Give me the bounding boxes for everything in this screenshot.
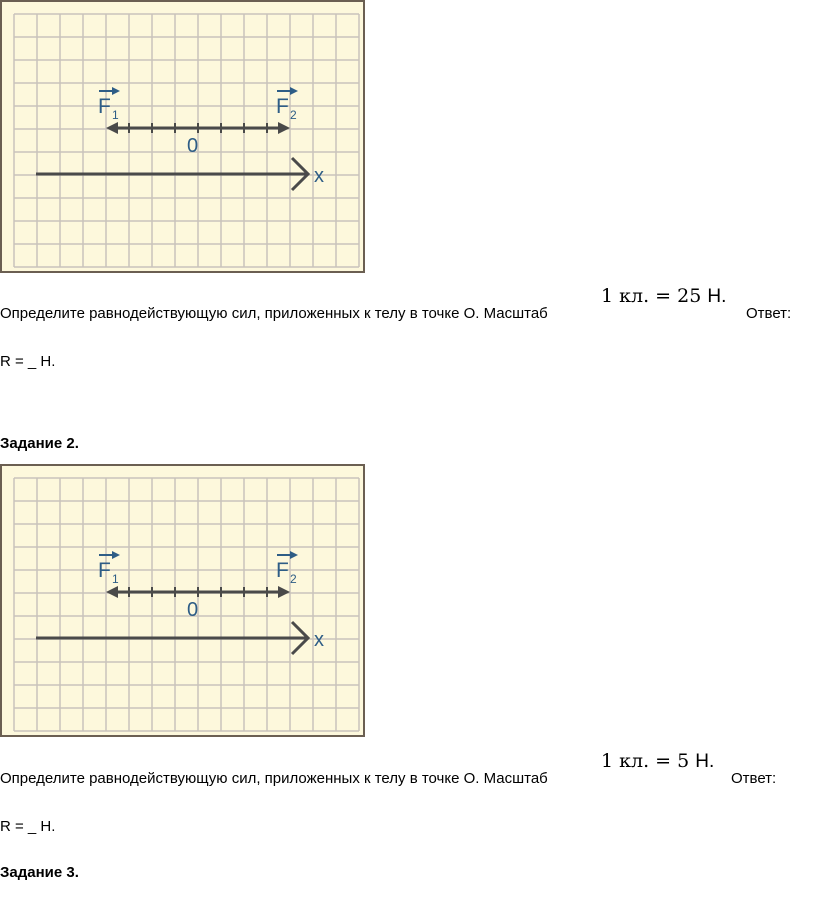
scale-1 [601,285,726,308]
f1-subscript: 1 [112,108,119,122]
question-2: Определите равнодействующую сил, приложенных к телу в точке О. Масштаб [0,770,548,787]
scale-2 [601,750,714,773]
f1-vector-arrow [112,87,120,95]
grid-svg-2 [2,466,367,739]
scale-2-unit: Н. [695,751,715,772]
f1-vector-arrow [112,551,120,559]
origin-label: 0 [187,135,199,157]
f1-label: F [98,95,111,118]
force-f1-arrowhead [106,122,118,134]
task-2-heading: Задание 2. [0,435,79,452]
f1-label: F [98,559,111,582]
f2-vector-arrow [290,551,298,559]
force-diagram-2 [0,464,365,737]
x-axis-label: x [314,629,324,651]
force-f1-arrowhead [106,586,118,598]
question-1: Определите равнодействующую сил, приложенных к телу в точке О. Масштаб [0,305,548,322]
f2-label: F [276,95,289,118]
scale-1-unit: Н. [707,286,727,307]
f2-vector-arrow [290,87,298,95]
force-f2-arrowhead [278,122,290,134]
answer-label-1: Ответ: [746,305,792,322]
grid-svg-1 [2,2,367,275]
f2-subscript: 2 [290,108,297,122]
origin-label: 0 [187,599,199,621]
f2-subscript: 2 [290,572,297,586]
answer-line-2: R = _ Н. [0,818,56,835]
answer-line-1: R = _ Н. [0,353,56,370]
scale-2-value: 1 кл. = 5 [601,750,690,772]
force-f2-arrowhead [278,586,290,598]
x-axis-label: x [314,165,324,187]
task-3-heading: Задание 3. [0,864,79,881]
force-diagram-1 [0,0,365,273]
f1-subscript: 1 [112,572,119,586]
f2-label: F [276,559,289,582]
answer-label-2: Ответ: [731,770,777,787]
scale-1-value: 1 кл. = 25 [601,285,702,307]
